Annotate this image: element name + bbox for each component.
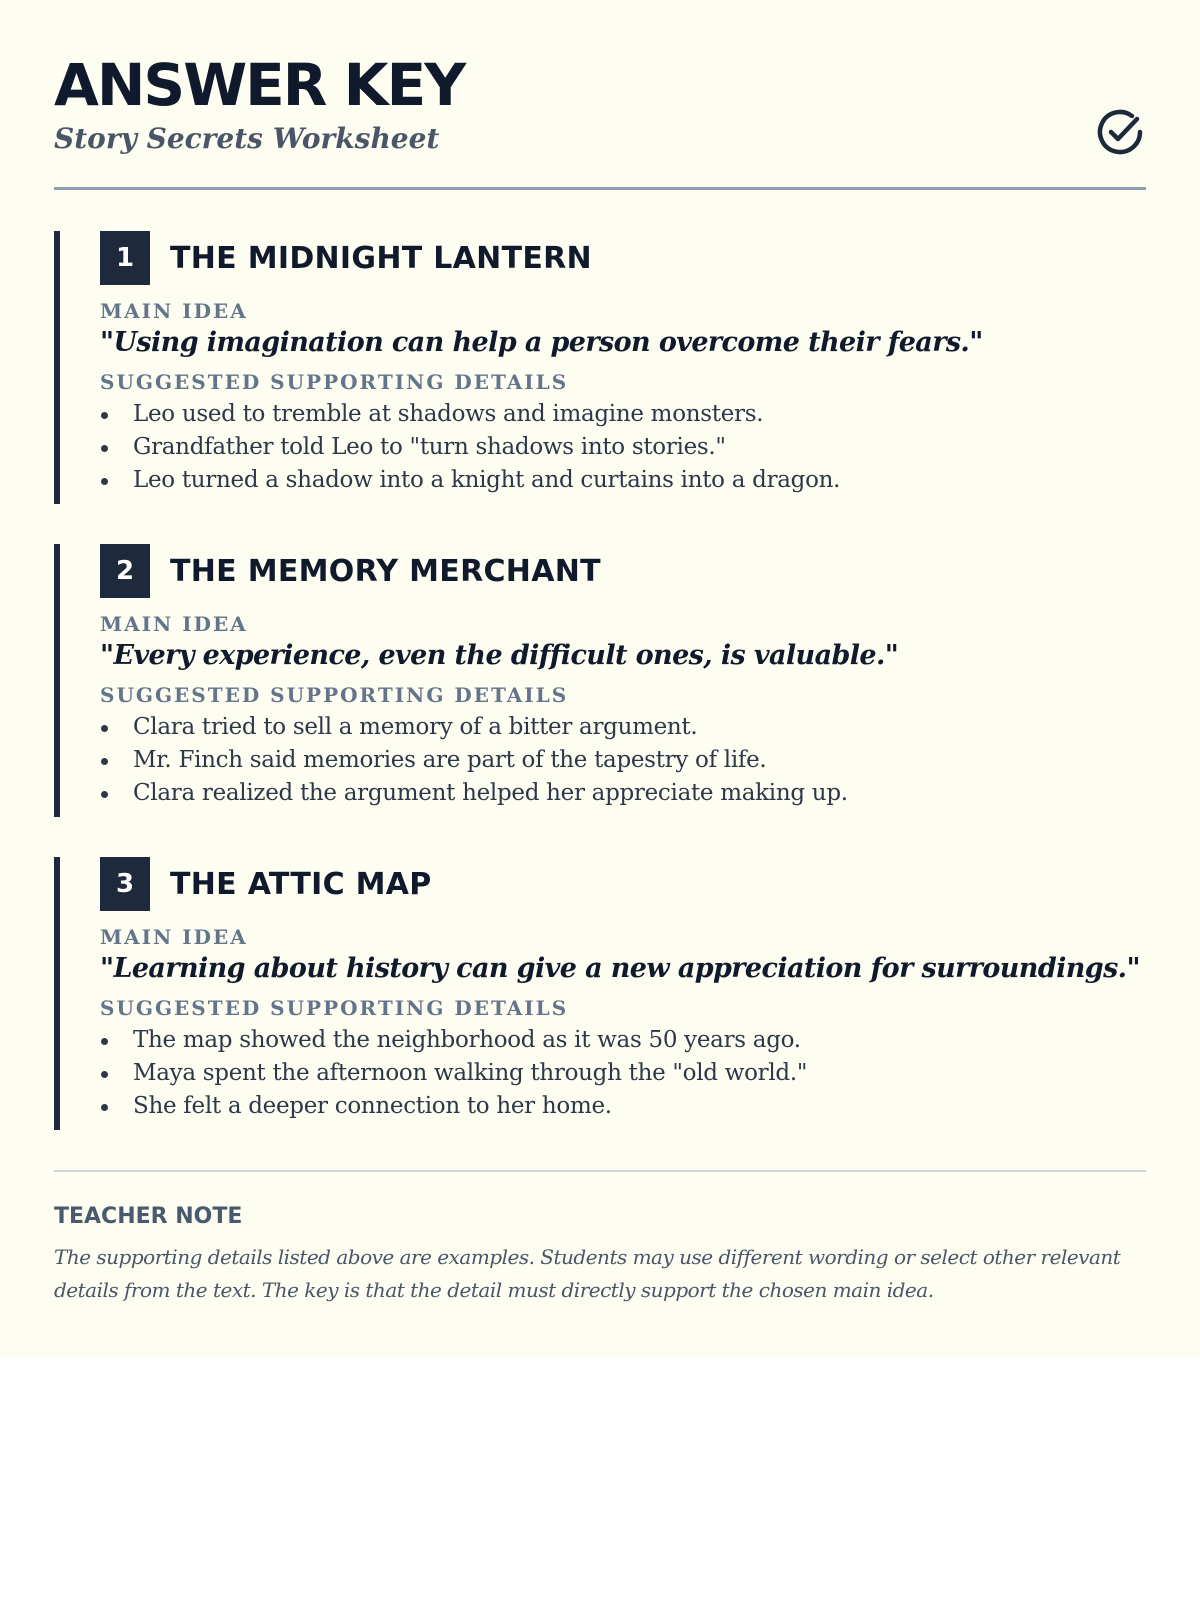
story-header — [100, 857, 1146, 911]
supporting-details-label: SUGGESTED SUPPORTING DETAILS — [100, 370, 569, 394]
teacher-note — [54, 1170, 1146, 1307]
supporting-details-label: SUGGESTED SUPPORTING DETAILS — [100, 996, 569, 1020]
main-idea-text: "Every experience, even the difficult ones, is valuable." — [100, 640, 899, 671]
list-item: She felt a deeper connection to her home. — [100, 1090, 1146, 1123]
main-idea-label: MAIN IDEA — [100, 925, 248, 949]
story-section-2 — [54, 544, 1146, 817]
story-number-badge: 3 — [100, 857, 150, 911]
teacher-note-title: TEACHER NOTE — [54, 1204, 243, 1229]
supporting-details-list — [100, 1024, 1146, 1123]
supporting-details-list — [100, 711, 1146, 810]
story-sections — [54, 190, 1146, 1130]
page-title: ANSWER KEY — [54, 51, 465, 119]
story-header — [100, 544, 1146, 598]
page-subtitle: Story Secrets Worksheet — [54, 122, 440, 155]
list-item: The map showed the neighborhood as it was 50 years ago. — [100, 1024, 1146, 1057]
story-section-3 — [54, 857, 1146, 1130]
list-item: Mr. Finch said memories are part of the tapestry of life. — [100, 744, 1146, 777]
story-section-1 — [54, 231, 1146, 504]
supporting-details-list — [100, 398, 1146, 497]
story-title: THE ATTIC MAP — [170, 866, 432, 902]
main-idea-label: MAIN IDEA — [100, 299, 248, 323]
main-idea-text: "Learning about history can give a new appreciation for surroundings." — [100, 953, 1140, 984]
story-number-badge: 2 — [100, 544, 150, 598]
list-item: Clara realized the argument helped her appreciate making up. — [100, 777, 1146, 810]
teacher-note-text: The supporting details listed above are examples. Students may use different wording or select other relevant details from the text. The key is that the detail must directly support the chosen main idea. — [54, 1245, 1121, 1302]
supporting-details-label: SUGGESTED SUPPORTING DETAILS — [100, 683, 569, 707]
page-header — [54, 0, 1146, 190]
list-item: Clara tried to sell a memory of a bitter argument. — [100, 711, 1146, 744]
story-number-badge: 1 — [100, 231, 150, 285]
list-item: Leo turned a shadow into a knight and curtains into a dragon. — [100, 464, 1146, 497]
story-title: THE MEMORY MERCHANT — [170, 553, 601, 589]
check-circle-icon — [1094, 106, 1146, 158]
list-item: Leo used to tremble at shadows and imagine monsters. — [100, 398, 1146, 431]
story-title: THE MIDNIGHT LANTERN — [170, 240, 592, 276]
main-idea-label: MAIN IDEA — [100, 612, 248, 636]
list-item: Maya spent the afternoon walking through the "old world." — [100, 1057, 1146, 1090]
story-header — [100, 231, 1146, 285]
main-idea-text: "Using imagination can help a person overcome their fears." — [100, 327, 983, 358]
list-item: Grandfather told Leo to "turn shadows into stories." — [100, 431, 1146, 464]
